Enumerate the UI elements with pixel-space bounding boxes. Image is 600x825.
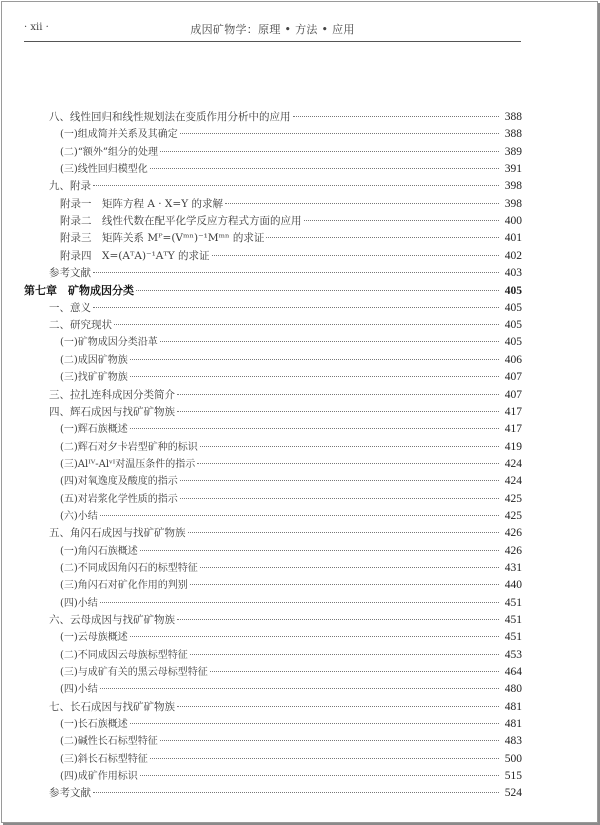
toc-entry-title: (六)小结	[60, 510, 98, 522]
toc-entry-page-number: 425	[504, 492, 522, 505]
toc-entry-page-number: 524	[504, 787, 522, 800]
document-page	[1, 1, 598, 823]
dot-leader	[180, 132, 499, 134]
toc-entry-page-number: 425	[504, 509, 522, 522]
toc-entry-title: (一)云母族概述	[60, 632, 128, 644]
toc-entry[interactable]	[2, 144, 522, 161]
toc-entry-title: 附录一 矩阵方程 A · X=Y 的求解	[60, 197, 223, 210]
toc-entry[interactable]	[2, 595, 522, 612]
dot-leader	[190, 583, 499, 585]
toc-entry-title: (一)角闪石族概述	[60, 545, 138, 557]
dot-leader	[177, 410, 499, 412]
toc-entry-title: 九、附录	[49, 180, 91, 193]
toc-entry[interactable]	[2, 543, 522, 560]
toc-entry-title: 三、拉扎连科成因分类简介	[49, 388, 175, 401]
running-header	[24, 19, 521, 42]
toc-entry-title: (一)矿物成因分类沿革	[60, 337, 158, 349]
toc-entry-title: (四)对氧逸度及酸度的指示	[60, 476, 178, 488]
toc-entry-title: 第七章 矿物成因分类	[24, 284, 134, 298]
toc-entry[interactable]	[2, 785, 522, 802]
dot-leader	[136, 289, 499, 291]
dot-leader	[130, 722, 499, 724]
toc-entry[interactable]	[2, 248, 522, 265]
toc-entry-page-number: 453	[504, 648, 522, 661]
toc-entry-title: (一)辉石族概述	[60, 424, 128, 436]
toc-entry-title: (四)成矿作用标识	[60, 771, 138, 783]
toc-entry[interactable]	[2, 629, 522, 646]
toc-entry[interactable]	[2, 109, 522, 126]
toc-entry-title: (二)不同成因云母族标型特征	[60, 649, 188, 661]
toc-entry-page-number: 426	[504, 544, 522, 557]
toc-entry-page-number: 515	[504, 770, 522, 783]
toc-entry-title: (四)小结	[60, 684, 98, 696]
toc-entry-page-number: 402	[504, 249, 522, 262]
dot-leader	[188, 531, 500, 533]
toc-entry-page-number: 481	[504, 700, 522, 713]
dot-leader	[304, 219, 500, 221]
toc-entry-page-number: 389	[504, 145, 522, 158]
toc-entry-title: (三)斜长石标型特征	[60, 753, 148, 765]
toc-entry[interactable]	[2, 508, 522, 525]
toc-entry-title: (三)Alᴵⱽ-Alᵛᴵ对温压条件的指示	[60, 458, 196, 470]
dot-leader	[140, 774, 499, 776]
toc-entry-title: (一)组成简并关系及其确定	[60, 129, 178, 141]
dot-leader	[100, 687, 499, 689]
toc-entry[interactable]	[2, 161, 522, 178]
dot-leader	[160, 739, 499, 741]
dot-leader	[177, 393, 499, 395]
toc-entry[interactable]	[2, 751, 522, 768]
toc-entry[interactable]	[2, 421, 522, 438]
toc-entry-title: (二)碱性长石标型特征	[60, 736, 158, 748]
toc-entry[interactable]	[2, 282, 522, 299]
toc-entry[interactable]	[2, 716, 522, 733]
toc-entry[interactable]	[2, 612, 522, 629]
toc-entry-page-number: 417	[504, 423, 522, 436]
toc-entry[interactable]	[2, 265, 522, 282]
toc-entry[interactable]	[2, 560, 522, 577]
dot-leader	[93, 306, 499, 308]
toc-entry[interactable]	[2, 196, 522, 213]
running-title: 成因矿物学：原理 • 方法 • 应用	[190, 23, 355, 36]
toc-entry-page-number: 405	[504, 301, 522, 314]
toc-entry-title: (三)角闪石对矿化作用的判别	[60, 580, 188, 592]
toc-entry-title: (二)“额外”组分的处理	[60, 146, 159, 158]
toc-entry-page-number: 431	[504, 561, 522, 574]
toc-entry-title: (二)辉石对夕卡岩型矿种的标识	[60, 441, 198, 453]
dot-leader	[130, 427, 499, 429]
toc-entry[interactable]	[2, 491, 522, 508]
toc-entry-title: (四)小结	[60, 597, 98, 609]
toc-entry[interactable]	[2, 664, 522, 681]
toc-entry[interactable]	[2, 317, 522, 334]
toc-entry-page-number: 388	[504, 111, 522, 123]
dot-leader	[93, 184, 499, 186]
toc-entry-title: 二、研究现状	[49, 319, 112, 332]
toc-entry-page-number: 388	[504, 128, 522, 141]
toc-entry[interactable]	[2, 230, 522, 247]
toc-entry-page-number: 451	[504, 631, 522, 644]
toc-entry[interactable]	[2, 352, 522, 369]
toc-entry-page-number: 400	[504, 215, 522, 228]
dot-leader	[200, 445, 499, 447]
toc-entry-page-number: 403	[504, 267, 522, 280]
dot-leader	[100, 601, 499, 603]
toc-entry-title: 六、云母成因与找矿矿物族	[49, 613, 175, 626]
toc-entry-page-number: 406	[504, 353, 522, 366]
toc-entry[interactable]	[2, 126, 522, 143]
dot-leader	[114, 323, 499, 325]
dot-leader	[160, 150, 499, 152]
toc-entry-title: 五、角闪石成因与找矿矿物族	[49, 527, 186, 540]
toc-entry-page-number: 451	[504, 596, 522, 609]
dot-leader	[150, 757, 499, 759]
toc-entry[interactable]	[2, 525, 522, 542]
toc-entry-title: (一)长石族概述	[60, 719, 128, 731]
dot-leader	[200, 566, 499, 568]
toc-entry-title: (三)找矿矿物族	[60, 372, 128, 384]
dot-leader	[225, 202, 499, 204]
toc-entry-page-number: 480	[504, 683, 522, 696]
toc-entry-page-number: 440	[504, 579, 522, 592]
dot-leader	[130, 635, 499, 637]
dot-leader	[177, 618, 499, 620]
toc-entry[interactable]	[2, 213, 522, 230]
dot-leader	[177, 705, 499, 707]
dot-leader	[197, 462, 499, 464]
toc-entry-title: 参考文献	[49, 787, 91, 800]
toc-entry-page-number: 405	[504, 285, 522, 298]
dot-leader	[266, 236, 499, 238]
toc-entry-title: 参考文献	[49, 267, 91, 280]
dot-leader	[212, 254, 499, 256]
toc-entry-title: 附录三 矩阵关系 Mᴾ=(Vᵐⁿ)⁻¹Mᵐⁿ 的求证	[60, 232, 265, 245]
dot-leader	[130, 358, 499, 360]
toc-entry[interactable]	[2, 699, 522, 716]
toc-entry-title: (三)与成矿有关的黑云母标型特征	[60, 667, 208, 678]
toc-entry-page-number: 483	[504, 735, 522, 748]
toc-entry-page-number: 424	[504, 475, 522, 488]
toc-entry-page-number: 391	[504, 163, 522, 176]
toc-entry-page-number: 481	[504, 718, 522, 731]
toc-entry[interactable]	[2, 369, 522, 386]
toc-entry-title: 四、辉石成因与找矿矿物族	[49, 405, 175, 418]
toc-entry-page-number: 419	[504, 440, 522, 453]
toc-entry[interactable]	[2, 768, 522, 785]
toc-entry-page-number: 426	[504, 527, 522, 540]
dot-leader	[150, 167, 499, 169]
toc-entry-page-number: 407	[504, 388, 522, 401]
dot-leader	[100, 514, 499, 516]
toc-entry-page-number: 398	[504, 180, 522, 193]
table-of-contents	[2, 109, 522, 803]
toc-entry-page-number: 398	[504, 197, 522, 210]
toc-entry-title: (五)对岩浆化学性质的指示	[60, 493, 178, 505]
toc-entry-page-number: 405	[504, 336, 522, 349]
toc-entry[interactable]	[2, 404, 522, 421]
dot-leader	[93, 791, 499, 793]
toc-entry-title: 附录四 X=(AᵀA)⁻¹AᵀY 的求证	[60, 249, 210, 262]
dot-leader	[130, 375, 499, 377]
dot-leader	[93, 271, 499, 273]
toc-entry-page-number: 424	[504, 457, 522, 470]
toc-entry[interactable]	[2, 334, 522, 351]
toc-entry-title: (二)不同成因角闪石的标型特征	[60, 562, 198, 574]
dot-leader	[180, 479, 499, 481]
dot-leader	[160, 340, 499, 342]
toc-entry-page-number: 401	[504, 232, 522, 245]
toc-entry[interactable]	[2, 473, 522, 490]
toc-entry-title: 八、线性回归和线性规划法在变质作用分析中的应用	[49, 111, 291, 123]
dot-leader	[210, 670, 499, 672]
toc-entry[interactable]	[2, 456, 522, 473]
dot-leader	[180, 497, 499, 499]
page-folio: · xii ·	[24, 22, 49, 33]
toc-entry[interactable]	[2, 733, 522, 750]
toc-entry-title: (三)线性回归模型化	[60, 164, 148, 176]
toc-entry-page-number: 405	[504, 319, 522, 332]
toc-entry-page-number: 500	[504, 752, 522, 765]
toc-entry-page-number: 417	[504, 405, 522, 418]
toc-entry-title: 附录二 线性代数在配平化学反应方程式方面的应用	[60, 215, 302, 228]
toc-entry[interactable]	[2, 439, 522, 456]
toc-entry-page-number: 464	[504, 666, 522, 678]
toc-entry[interactable]	[2, 681, 522, 698]
toc-entry[interactable]	[2, 577, 522, 594]
toc-entry[interactable]	[2, 178, 522, 195]
toc-entry-title: 一、意义	[49, 301, 91, 314]
toc-entry[interactable]	[2, 647, 522, 664]
dot-leader	[293, 115, 500, 117]
dot-leader	[140, 549, 499, 551]
dot-leader	[190, 653, 499, 655]
toc-entry[interactable]	[2, 387, 522, 404]
toc-entry-page-number: 407	[504, 371, 522, 384]
toc-entry-page-number: 451	[504, 613, 522, 626]
toc-entry-title: 七、长石成因与找矿矿物族	[49, 700, 175, 713]
toc-entry-title: (二)成因矿物族	[60, 354, 128, 366]
toc-entry[interactable]	[2, 300, 522, 317]
